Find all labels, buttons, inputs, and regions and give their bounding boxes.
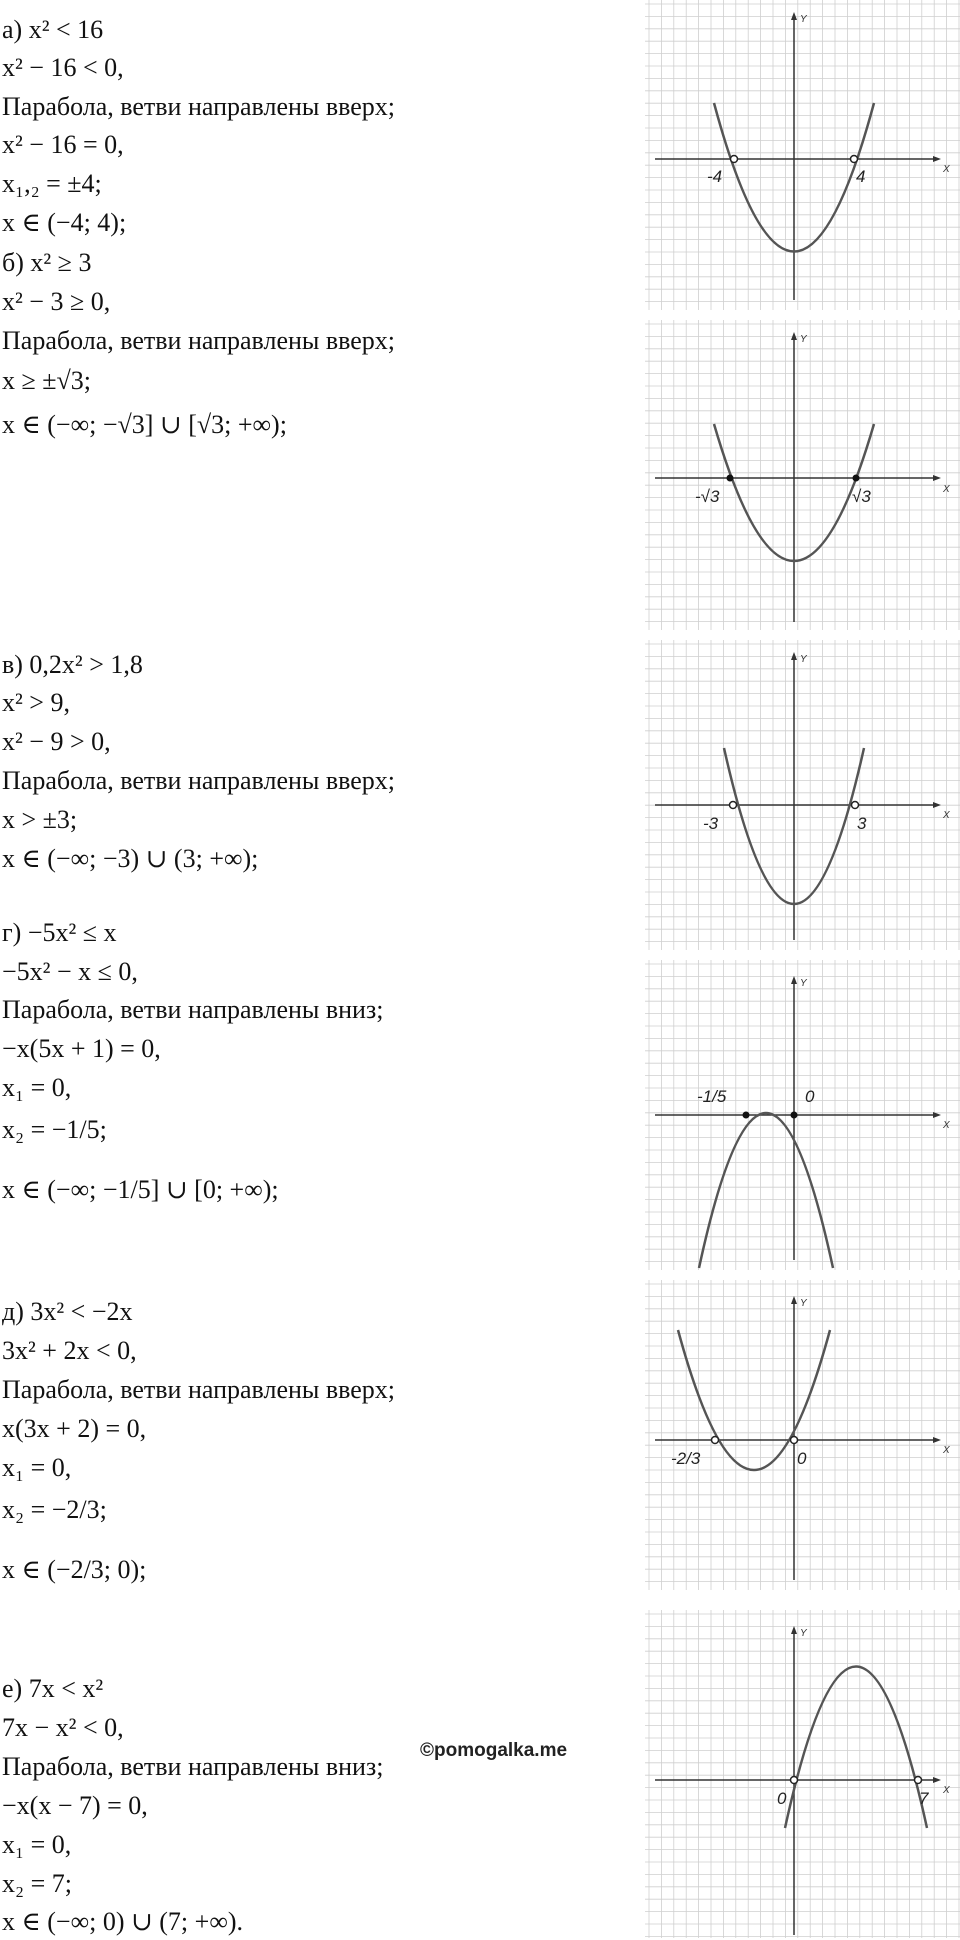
problem-v-line-2: x² > 9, [2, 688, 70, 717]
y-axis-label: Y [800, 334, 807, 345]
root-label-2: 7 [919, 1789, 929, 1808]
problem-d-line-1: д) 3x² < −2x [2, 1297, 133, 1326]
problem-e-line-2: 7x − x² < 0, [2, 1713, 124, 1742]
root-point-2 [915, 1777, 922, 1784]
problem-v-line-5: x > ±3; [2, 805, 78, 834]
parabola [699, 1113, 833, 1268]
problem-g-line-4: −x(5x + 1) = 0, [2, 1034, 161, 1063]
x-axis-label: X [943, 1120, 950, 1131]
graph-d [645, 1280, 960, 1590]
root-label-1: -3 [703, 814, 719, 833]
grid [645, 320, 960, 630]
problem-b-line-3: Парабола, ветви направлены вверх; [2, 326, 396, 355]
root-point-1 [743, 1112, 750, 1119]
root-label-1: -√3 [695, 487, 720, 506]
problem-g-line-6: x₂ = −1/5; [2, 1115, 107, 1144]
problem-d-line-6: x₂ = −2/3; [2, 1495, 107, 1524]
root-label-1: -1/5 [697, 1087, 727, 1106]
problem-g-line-5: x₁ = 0, [2, 1073, 72, 1102]
watermark: ©pomogalka.me [420, 1740, 568, 1761]
root-point-1 [791, 1777, 798, 1784]
problem-b-line-4: x ≥ ±√3; [2, 366, 92, 395]
parabola [678, 1330, 830, 1470]
problem-d-line-3: Парабола, ветви направлены вверх; [2, 1375, 396, 1404]
problem-e-line-3: Парабола, ветви направлены вниз; [2, 1752, 384, 1781]
root-point-2 [853, 475, 860, 482]
root-point-2 [851, 156, 858, 163]
graph-e [645, 1610, 960, 1938]
problem-d-line-7: x ∈ (−2/3; 0); [2, 1555, 147, 1584]
problem-e-line-7: x ∈ (−∞; 0) ∪ (7; +∞). [2, 1907, 244, 1936]
problem-d-line-2: 3x² + 2x < 0, [2, 1336, 137, 1365]
y-axis-label: Y [800, 1628, 807, 1639]
root-label-2: 0 [805, 1087, 815, 1106]
problem-g-line-2: −5x² − x ≤ 0, [2, 957, 138, 986]
root-point-2 [852, 802, 859, 809]
problem-g-line-7: x ∈ (−∞; −1/5] ∪ [0; +∞); [2, 1175, 279, 1204]
problem-e-line-1: е) 7x < x² [2, 1674, 104, 1703]
graph-g [645, 960, 960, 1270]
root-point-1 [727, 475, 734, 482]
root-point-2 [791, 1437, 798, 1444]
problem-d-line-5: x₁ = 0, [2, 1453, 72, 1482]
grid [645, 1280, 960, 1590]
x-axis-label: X [943, 484, 950, 495]
problem-e-line-4: −x(x − 7) = 0, [2, 1791, 148, 1820]
root-label-2: 0 [797, 1449, 807, 1468]
problem-d-line-4: x(3x + 2) = 0, [2, 1414, 147, 1443]
root-label-1: 0 [777, 1789, 787, 1808]
parabola [785, 1667, 927, 1829]
grid [645, 0, 960, 310]
root-point-1 [731, 156, 738, 163]
graph-b [645, 320, 960, 630]
problem-a-line-1: а) x² < 16 [2, 15, 104, 44]
problem-e-line-6: x₂ = 7; [2, 1869, 72, 1898]
problem-v-line-1: в) 0,2x² > 1,8 [2, 650, 143, 679]
y-axis-label: Y [800, 654, 807, 665]
problem-v-line-3: x² − 9 > 0, [2, 727, 111, 756]
problem-b-line-2: x² − 3 ≥ 0, [2, 287, 111, 316]
y-axis-label: Y [800, 1298, 807, 1309]
x-axis-label: X [943, 1445, 950, 1456]
graph-v [645, 640, 960, 950]
problem-v-line-4: Парабола, ветви направлены вверх; [2, 766, 396, 795]
problem-a-line-4: x² − 16 = 0, [2, 130, 124, 159]
root-label-1: -2/3 [671, 1449, 701, 1468]
y-axis-label: Y [800, 978, 807, 989]
root-label-2: √3 [852, 487, 871, 506]
problem-v-line-6: x ∈ (−∞; −3) ∪ (3; +∞); [2, 844, 259, 873]
problem-b-line-1: б) x² ≥ 3 [2, 248, 92, 277]
problem-e-line-5: x₁ = 0, [2, 1830, 72, 1859]
root-point-1 [730, 802, 737, 809]
problem-g-line-1: г) −5x² ≤ x [2, 918, 117, 947]
y-axis-label: Y [800, 14, 807, 25]
graph-a [645, 0, 960, 310]
problem-b-line-5: x ∈ (−∞; −√3] ∪ [√3; +∞); [2, 410, 287, 439]
problem-a-line-5: x₁,₂ = ±4; [2, 169, 102, 198]
x-axis-label: X [943, 1785, 950, 1796]
x-axis-label: X [943, 164, 950, 175]
root-point-2 [791, 1112, 798, 1119]
x-axis-label: X [943, 810, 950, 821]
root-label-2: 4 [856, 167, 866, 186]
problem-g-line-3: Парабола, ветви направлены вниз; [2, 995, 384, 1024]
root-label-2: 3 [857, 814, 867, 833]
problem-a-line-6: x ∈ (−4; 4); [2, 208, 127, 237]
problem-a-line-3: Парабола, ветви направлены вверх; [2, 92, 396, 121]
problem-a-line-2: x² − 16 < 0, [2, 53, 124, 82]
grid [645, 640, 960, 950]
root-label-1: -4 [707, 167, 723, 186]
root-point-1 [712, 1437, 719, 1444]
